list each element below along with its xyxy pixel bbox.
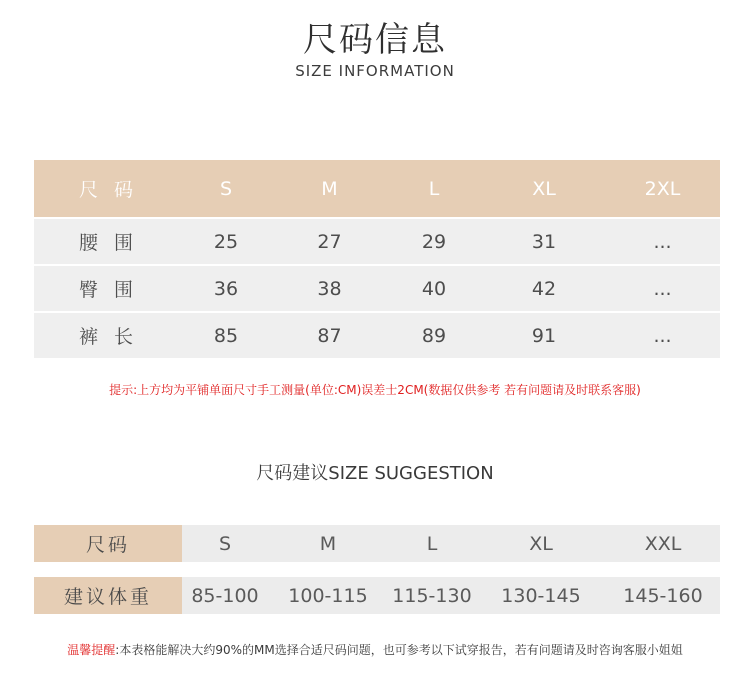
suggestion-weight: 100-115 — [288, 584, 368, 607]
suggestion-size: XL — [529, 532, 553, 555]
table-row-hip — [34, 266, 720, 311]
suggestion-row — [34, 525, 720, 562]
suggestion-size: XXL — [644, 532, 682, 555]
reminder-text: :本表格能解决大约90%的MM选择合适尺码问题，也可参考以下试穿报告，若有问题请及时咨询客服小姐姐 — [115, 643, 683, 657]
suggestion-row — [34, 577, 720, 614]
measurement-note: 提示:上方均为平铺单面尺寸手工测量(单位:CM)误差士2CM(数据仅供参考 若有问题请及时联系客服) — [109, 383, 641, 397]
table-cell: 38 — [317, 277, 342, 300]
table-row-length — [34, 313, 720, 358]
header-cell-xl: XL — [532, 177, 556, 200]
table-cell: 89 — [421, 324, 447, 347]
table-cell: ... — [653, 324, 672, 347]
header-cell-2xl: 2XL — [644, 177, 681, 200]
suggestion-weight: 115-130 — [392, 584, 472, 607]
table-cell: 36 — [213, 277, 239, 300]
table-cell: 42 — [531, 277, 557, 300]
suggestion-size: M — [319, 532, 337, 555]
table-cell: 40 — [421, 277, 447, 300]
table-cell: 85 — [213, 324, 239, 347]
suggestion-size: L — [426, 532, 438, 555]
table-cell: 29 — [421, 230, 447, 253]
row-label: 臀围 — [78, 279, 149, 301]
size-table-header — [34, 160, 720, 217]
suggestion-weight-label: 建议体重 — [34, 577, 182, 614]
header-cell-s: S — [219, 177, 233, 200]
suggestion-title: 尺码建议SIZE SUGGESTION — [256, 463, 494, 484]
suggestion-weight: 145-160 — [623, 584, 703, 607]
row-label: 腰围 — [78, 232, 149, 254]
table-cell: 91 — [531, 324, 557, 347]
table-cell: 25 — [213, 230, 239, 253]
header-cell-l: L — [428, 177, 440, 200]
suggestion-weight-row — [34, 577, 720, 614]
suggestion-weight: 130-145 — [501, 584, 581, 607]
suggestion-size: S — [218, 532, 232, 555]
page-title: 尺码信息 — [303, 20, 447, 60]
suggestion-size-label: 尺码 — [34, 525, 182, 562]
table-cell: 27 — [317, 230, 342, 253]
table-cell: ... — [653, 230, 672, 253]
suggestion-size-row — [34, 525, 720, 562]
reminder-warning: 温馨提醒 — [67, 643, 116, 657]
header-cell-m: M — [321, 177, 338, 200]
suggestion-weight: 85-100 — [191, 584, 259, 607]
page-subtitle: SIZE INFORMATION — [295, 62, 455, 80]
table-row-waist — [34, 219, 720, 264]
table-cell: ... — [653, 277, 672, 300]
size-table — [34, 160, 720, 358]
table-cell: 87 — [317, 324, 342, 347]
header-cell-size: 尺码 — [78, 179, 149, 201]
reminder-note — [0, 641, 750, 658]
table-cell: 31 — [531, 230, 557, 253]
row-label: 裤长 — [78, 326, 149, 348]
